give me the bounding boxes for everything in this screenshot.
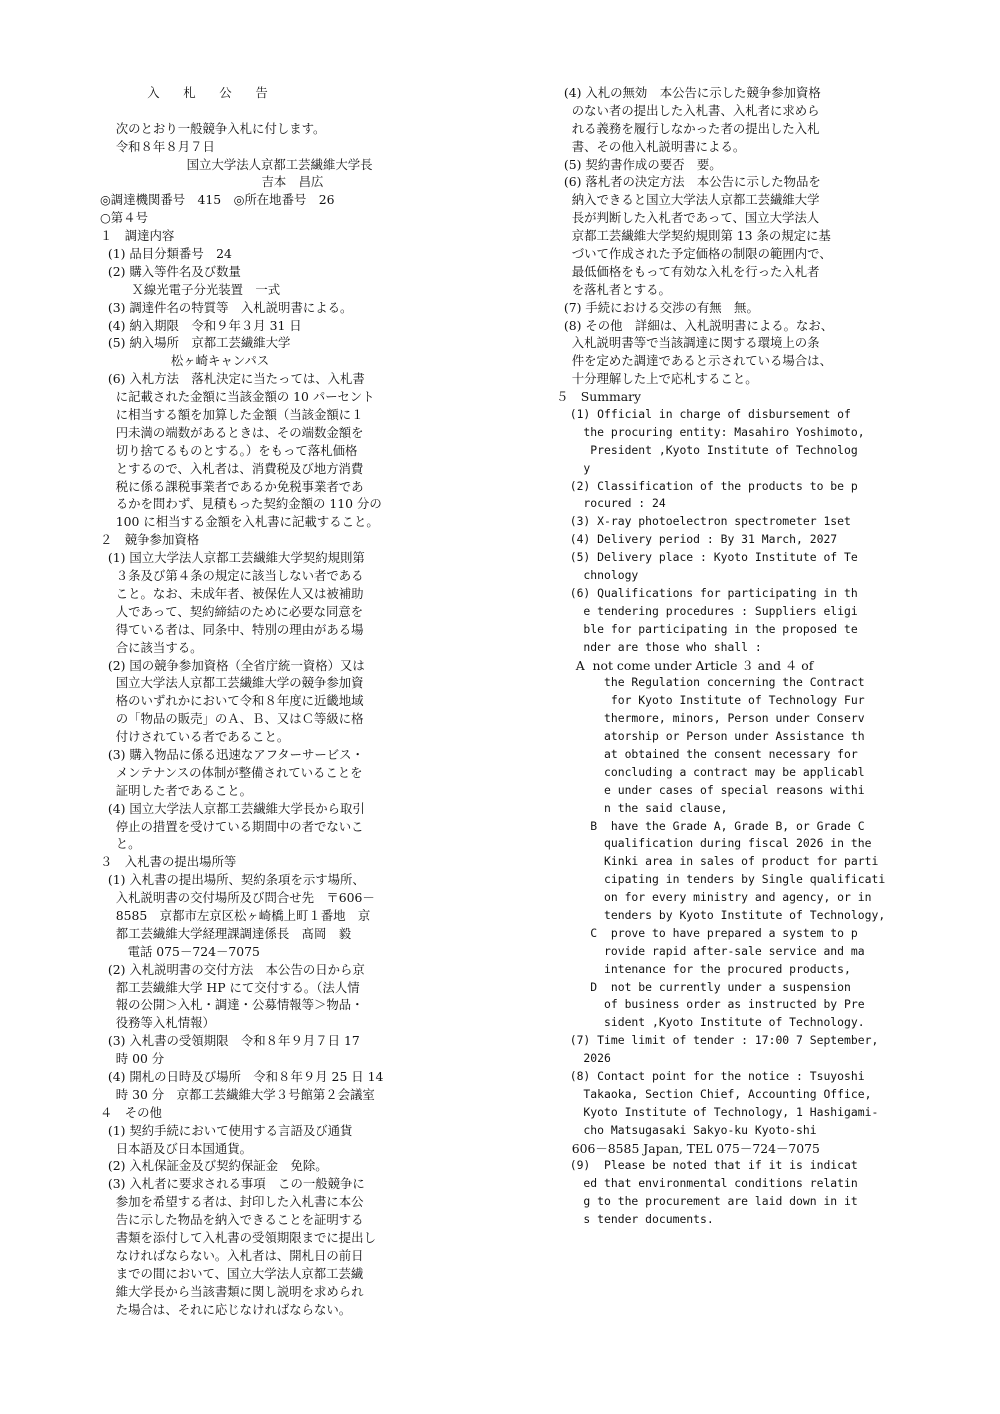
left-text-line: ４ その他 — [100, 1104, 162, 1120]
right-text-line: 件を定めた調達であると示されている場合は、 — [556, 353, 832, 369]
right-text-line: れる義務を履行しなかった者の提出した入札 — [556, 120, 820, 136]
right-text-line: (5) 契約書作成の要否 要。 — [556, 156, 722, 172]
right-text-line: e tendering procedures : Suppliers eligi — [556, 603, 858, 618]
left-text-line: (1) 品目分類番号 24 — [100, 246, 232, 262]
left-text-line: メンテナンスの体制が整備されていることを — [100, 764, 363, 780]
right-text-line: cho Matsugasaki Sakyo-ku Kyoto-shi — [556, 1122, 817, 1137]
left-text-line: 8585 京都市左京区松ヶ崎橋上町１番地 京 — [100, 907, 371, 923]
left-text-line: (3) 購入物品に係る迅速なアフターサービス・ — [100, 746, 364, 762]
left-text-line: までの間において、国立大学法人京都工芸繊 — [100, 1265, 364, 1281]
left-text-line: るかを問わず、見積もった契約金額の 110 分の — [100, 496, 382, 512]
right-text-line: ble for participating in the proposed te — [556, 621, 858, 636]
right-text-line: (7) Time limit of tender : 17:00 7 September, — [556, 1033, 879, 1048]
right-text-line: 入札説明書等で当該調達に関する環境上の条 — [556, 335, 820, 351]
notice-title: 入 札 公 告 — [100, 85, 268, 100]
left-text-line: (5) 納入場所 京都工芸繊維大学 — [100, 335, 291, 351]
right-text-line: 十分理解した上で応札すること。 — [556, 371, 758, 387]
left-text-line: 格のいずれかにおいて令和８年度に近畿地域 — [100, 693, 364, 709]
left-text-line: 合に該当する。 — [100, 639, 203, 655]
left-text-line: 得ている者は、同条中、特別の理由がある場 — [100, 621, 364, 637]
left-text-line: なければならない。入札者は、開札日の前日 — [100, 1247, 364, 1263]
left-text-line: 都工芸繊維大学経理課調達係長 髙岡 毅 — [100, 925, 352, 941]
left-text-line: 証明した者であること。 — [100, 782, 253, 798]
left-text-line: 参加を希望する者は、封印した入札書に本公 — [100, 1194, 364, 1210]
left-text-line: (6) 入札方法 落札決定に当たっては、入札書 — [100, 371, 365, 387]
left-text-line: ３ 入札書の提出場所等 — [100, 854, 237, 870]
right-text-line: 2026 — [556, 1051, 611, 1066]
right-text-line: on for every ministry and agency, or in — [556, 890, 872, 905]
right-text-line: rovide rapid after-sale service and ma — [556, 943, 865, 958]
right-text-line: at obtained the consent necessary for — [556, 746, 858, 761]
right-text-line: (4) 入札の無効 本公告に示した競争参加資格 — [556, 85, 821, 100]
left-text-line: 報の公開＞入札・調達・公募情報等＞物品・ — [100, 997, 364, 1013]
left-text-line: 入札説明書の交付場所及び問合せ先 〒606－ — [100, 890, 375, 906]
left-text-line: ○第４号 — [100, 210, 148, 226]
right-text-line: sident ,Kyoto Institute of Technology. — [556, 1015, 865, 1030]
right-text-line: Takaoka, Section Chief, Accounting Office, — [556, 1086, 872, 1101]
left-text-line: 円未満の端数があるときは、その端数金額を — [100, 424, 364, 440]
left-text-line: 停止の措置を受けている期間中の者でないこ — [100, 818, 364, 834]
left-text-line: 100 に相当する金額を入札書に記載すること。 — [100, 514, 379, 530]
left-text-line: ◎調達機関番号 415 ◎所在地番号 26 — [100, 192, 335, 208]
left-text-line: 日本語及び日本国通貨。 — [100, 1140, 253, 1156]
right-text-line: のない者の提出した入札書、入札者に求めら — [556, 102, 820, 118]
left-text-line: １ 調達内容 — [100, 228, 175, 244]
right-text-line: g to the procurement are laid down in it — [556, 1194, 858, 1209]
left-text-line: 書類を添付して入札書の受領期限までに提出し — [100, 1230, 376, 1245]
left-text-line: 切り捨てるものとする。）をもって落札価格 — [100, 442, 358, 458]
right-text-line: Kinki area in sales of product for parti — [556, 854, 879, 869]
left-text-line: (3) 入札者に要求される事項 この一般競争に — [100, 1176, 365, 1192]
right-text-line: for Kyoto Institute of Technology Fur — [556, 693, 865, 708]
right-text-line: (5) Delivery place : Kyoto Institute of Te — [556, 550, 858, 565]
right-text-line: C prove to have prepared a system to p — [556, 925, 858, 940]
right-text-line: e under cases of special reasons withi — [556, 782, 865, 797]
right-text-line: 最低価格をもって有効な入札を行った入札者 — [556, 263, 820, 279]
right-text-line: nder are those who shall : — [556, 639, 762, 654]
right-text-line: y — [556, 460, 591, 475]
left-text-line: 税に係る課税事業者であるか免税事業者であ — [100, 478, 364, 494]
left-text-line — [100, 102, 432, 120]
left-column — [100, 84, 432, 1318]
left-text-line: と。 — [100, 836, 141, 852]
right-text-line: ed that environmental conditions relatin — [556, 1176, 858, 1191]
right-text-line: を落札者とする。 — [556, 281, 671, 297]
left-text-line: (2) 購入等件名及び数量 — [100, 263, 241, 279]
left-text-line: 吉本 昌広 — [100, 174, 324, 190]
left-text-line: 役務等入札情報） — [100, 1015, 215, 1031]
left-text-line: 人であって、契約締結のために必要な同意を — [100, 603, 364, 619]
left-text-line: 告に示した物品を納入できることを証明する — [100, 1212, 364, 1228]
left-text-line: (1) 契約手続において使用する言語及び通貨 — [100, 1122, 353, 1138]
right-text-line: rocured : 24 — [556, 496, 666, 511]
right-text-line: B have the Grade A, Grade B, or Grade C — [556, 818, 865, 833]
right-text-line: of business order as instructed by Pre — [556, 997, 865, 1012]
right-text-line: atorship or Person under Assistance th — [556, 729, 865, 744]
left-text-line: (3) 入札書の受領期限 令和８年９月７日 17 — [100, 1033, 360, 1049]
right-text-line: President ,Kyoto Institute of Technolog — [556, 442, 858, 457]
right-text-line: qualification during fiscal 2026 in the — [556, 836, 872, 851]
left-text-line: の「物品の販売」のＡ、Ｂ、又はＣ等級に格 — [100, 711, 364, 727]
right-text-line: n the said clause, — [556, 800, 728, 815]
left-text-line: 都工芸繊維大学 HP にて交付する。（法人情 — [100, 979, 360, 995]
right-text-line: (3) X-ray photoelectron spectrometer 1set — [556, 514, 851, 529]
left-text-line: ３条及び第４条の規定に該当しない者である — [100, 568, 364, 584]
right-text-line: 長が判断した入札者であって、国立大学法人 — [556, 210, 820, 226]
right-text-line: 書、その他入札説明書による。 — [556, 138, 746, 154]
left-text-line: 松ヶ崎キャンパス — [100, 353, 270, 369]
left-text-line: こと。なお、未成年者、被保佐人又は被補助 — [100, 585, 364, 601]
right-text-line: (8) その他 詳細は、入札説明書による。なお、 — [556, 317, 834, 333]
left-text-line: (1) 入札書の提出場所、契約条項を示す場所、 — [100, 872, 365, 888]
right-text-line: 納入できると国立大学法人京都工芸繊維大学 — [556, 192, 820, 208]
left-text-line: とするので、入札者は、消費税及び地方消費 — [100, 460, 364, 476]
left-text-line: ２ 競争参加資格 — [100, 532, 200, 548]
right-text-line: concluding a contract may be applicabl — [556, 764, 865, 779]
right-text-line: (6) Qualifications for participating in th — [556, 585, 858, 600]
left-text-line: (2) 入札説明書の交付方法 本公告の日から京 — [100, 961, 365, 977]
right-text-line: (9) Please be noted that if it is indicat — [556, 1158, 858, 1173]
right-text-line: thermore, minors, Person under Conserv — [556, 711, 865, 726]
right-text-line: the procuring entity: Masahiro Yoshimoto, — [556, 424, 865, 439]
left-text-line: (3) 調達件名の特質等 入札説明書による。 — [100, 299, 353, 315]
right-text-line: (7) 手続における交渉の有無 無。 — [556, 299, 759, 315]
right-text-line: A not come under Article ３ and ４ of — [556, 657, 814, 673]
right-text-line: 京都工芸繊維大学契約規則第 13 条の規定に基 — [556, 228, 831, 244]
right-text-line: D not be currently under a suspension — [556, 979, 851, 994]
right-text-line: 606－8585 Japan, TEL 075－724－7075 — [556, 1140, 820, 1156]
right-text-line: intenance for the procured products, — [556, 961, 851, 976]
left-text-line: に相当する額を加算した金額（当該金額に１ — [100, 407, 364, 423]
left-text-line: 次のとおり一般競争入札に付します。 — [100, 120, 326, 136]
left-text-line: 国立大学法人京都工芸繊維大学長 — [100, 156, 373, 172]
left-text-line: 維大学長から当該書類に関し説明を求められ — [100, 1283, 364, 1299]
left-text-line: (2) 国の競争参加資格（全省庁統一資格）又は — [100, 657, 365, 673]
right-text-line: (4) Delivery period : By 31 March, 2027 — [556, 532, 838, 547]
left-text-line: 電話 075－724－7075 — [100, 943, 260, 959]
left-text-line: (1) 国立大学法人京都工芸繊維大学契約規則第 — [100, 550, 365, 566]
right-text-line: づいて作成された予定価格の制限の範囲内で、 — [556, 246, 832, 262]
right-text-line: ５ Summary — [556, 389, 642, 405]
right-text-line: (2) Classification of the products to be p — [556, 478, 858, 493]
left-text-line: (2) 入札保証金及び契約保証金 免除。 — [100, 1158, 328, 1174]
right-text-line: (8) Contact point for the notice : Tsuyoshi — [556, 1068, 865, 1083]
left-text-line: 国立大学法人京都工芸繊維大学の競争参加資 — [100, 675, 364, 691]
left-text-line: た場合は、それに応じなければならない。 — [100, 1301, 352, 1317]
right-text-line: (6) 落札者の決定方法 本公告に示した物品を — [556, 174, 821, 190]
right-text-line: cipating in tenders by Single qualificati — [556, 872, 886, 887]
right-text-line: chnology — [556, 568, 639, 583]
left-text-line: 時 30 分 京都工芸繊維大学３号館第２会議室 — [100, 1086, 375, 1102]
right-column — [556, 84, 896, 1229]
left-text-line: (4) 国立大学法人京都工芸繊維大学長から取引 — [100, 800, 365, 816]
left-text-line: に記載された金額に当該金額の 10 パーセント — [100, 389, 375, 405]
left-text-line: (4) 納入期限 令和９年３月 31 日 — [100, 317, 302, 333]
left-text-line: 付けされている者であること。 — [100, 729, 290, 745]
left-text-line: Ｘ線光電子分光装置 一式 — [100, 281, 281, 297]
left-text-line: (4) 開札の日時及び場所 令和８年９月 25 日 14 — [100, 1068, 384, 1084]
right-text-line: Kyoto Institute of Technology, 1 Hashigami- — [556, 1104, 879, 1119]
right-text-line: the Regulation concerning the Contract — [556, 675, 865, 690]
left-text-line: 時 00 分 — [100, 1051, 165, 1067]
left-text-line: 令和８年８月７日 — [100, 138, 215, 154]
right-text-line: s tender documents. — [556, 1212, 714, 1227]
right-text-line: tenders by Kyoto Institute of Technology, — [556, 907, 886, 922]
right-text-line: (1) Official in charge of disbursement of — [556, 407, 851, 422]
